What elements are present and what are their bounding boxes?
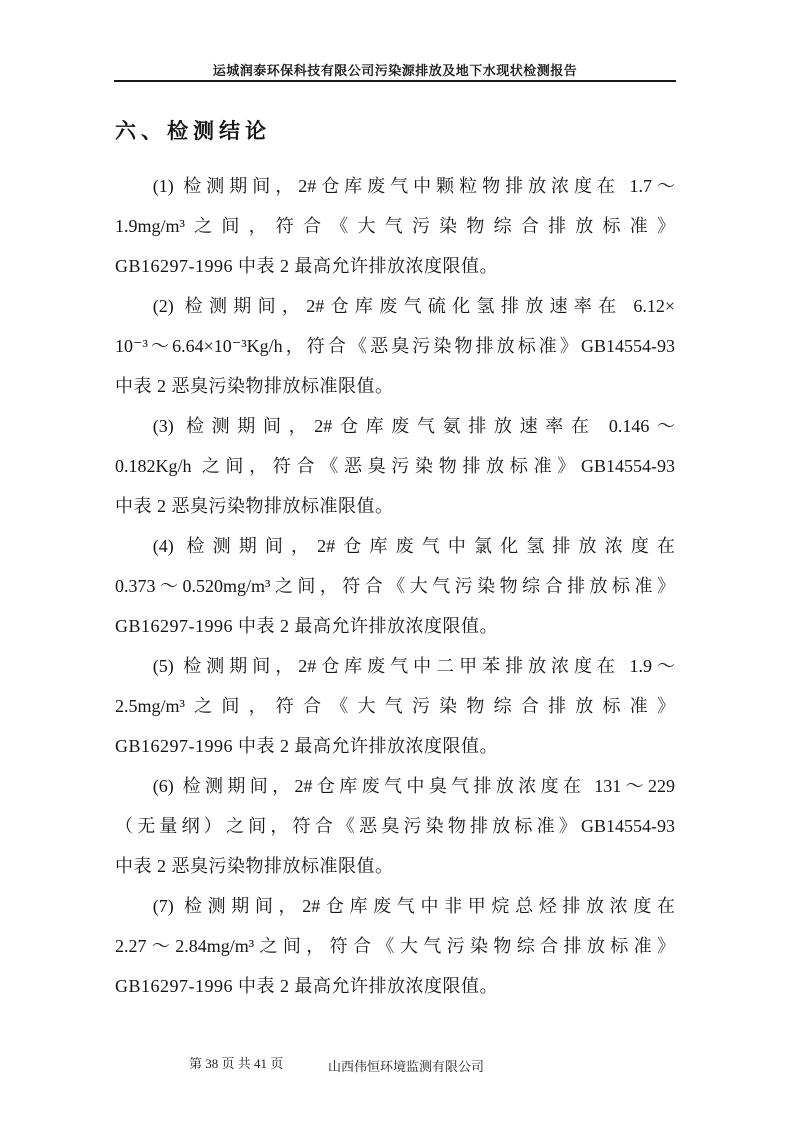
paragraph-line: 0.373～0.520mg/m³之间，符合《大气污染物综合排放标准》 bbox=[115, 576, 675, 596]
footer-page-number: 第 38 页 共 41 页 bbox=[189, 1056, 284, 1071]
paragraph-line: GB16297-1996 中表 2 最高允许排放浓度限值。 bbox=[115, 736, 498, 756]
paragraph-line: (1) 检测期间，2#仓库废气中颗粒物排放浓度在 1.7～ bbox=[152, 176, 675, 196]
paragraph-line: GB16297-1996 中表 2 最高允许排放浓度限值。 bbox=[115, 976, 498, 996]
paragraph-line: GB16297-1996 中表 2 最高允许排放浓度限值。 bbox=[115, 256, 498, 276]
paragraph-line: GB16297-1996 中表 2 最高允许排放浓度限值。 bbox=[115, 616, 498, 636]
paragraph-line: （无量纲）之间，符合《恶臭污染物排放标准》GB14554-93 bbox=[115, 816, 675, 836]
paragraph-line: 中表 2 恶臭污染物排放标准限值。 bbox=[115, 856, 394, 876]
paragraph-7 bbox=[115, 886, 675, 1006]
document-body bbox=[115, 166, 675, 1006]
paragraph-line: (6) 检测期间，2#仓库废气中臭气排放浓度在 131～229 bbox=[152, 776, 675, 796]
paragraph-line: (4) 检测期间，2#仓库废气中氯化氢排放浓度在 bbox=[152, 536, 675, 556]
paragraph-line: 0.182Kg/h 之间，符合《恶臭污染物排放标准》GB14554-93 bbox=[115, 456, 675, 476]
paragraph-line: 2.27～2.84mg/m³之间，符合《大气污染物综合排放标准》 bbox=[115, 936, 675, 956]
footer-company: 山西伟恒环境监测有限公司 bbox=[328, 1059, 485, 1074]
paragraph-line: 10⁻³～6.64×10⁻³Kg/h，符合《恶臭污染物排放标准》GB14554-93 bbox=[115, 336, 675, 356]
paragraph-4 bbox=[115, 526, 675, 646]
paragraph-line: 2.5mg/m³之间，符合《大气污染物综合排放标准》 bbox=[115, 696, 675, 716]
paragraph-line: 1.9mg/m³之间，符合《大气污染物综合排放标准》 bbox=[115, 216, 675, 236]
paragraph-line: (5) 检测期间，2#仓库废气中二甲苯排放浓度在 1.9～ bbox=[152, 656, 675, 676]
paragraph-line: 中表 2 恶臭污染物排放标准限值。 bbox=[115, 376, 394, 396]
paragraph-6 bbox=[115, 766, 675, 886]
paragraph-3 bbox=[115, 406, 675, 526]
header-divider bbox=[114, 80, 676, 82]
paragraph-line: (7) 检测期间，2#仓库废气中非甲烷总烃排放浓度在 bbox=[152, 896, 675, 916]
paragraph-5 bbox=[115, 646, 675, 766]
section-title: 六、检测结论 bbox=[115, 119, 271, 143]
paragraph-1 bbox=[115, 166, 675, 286]
paragraph-2 bbox=[115, 286, 675, 406]
paragraph-line: 中表 2 恶臭污染物排放标准限值。 bbox=[115, 496, 394, 516]
paragraph-line: (2) 检测期间，2#仓库废气硫化氢排放速率在 6.12× bbox=[152, 296, 675, 316]
header-title: 运城润泰环保科技有限公司污染源排放及地下水现状检测报告 bbox=[212, 63, 578, 78]
paragraph-line: (3) 检测期间，2#仓库废气氨排放速率在 0.146～ bbox=[152, 416, 675, 436]
